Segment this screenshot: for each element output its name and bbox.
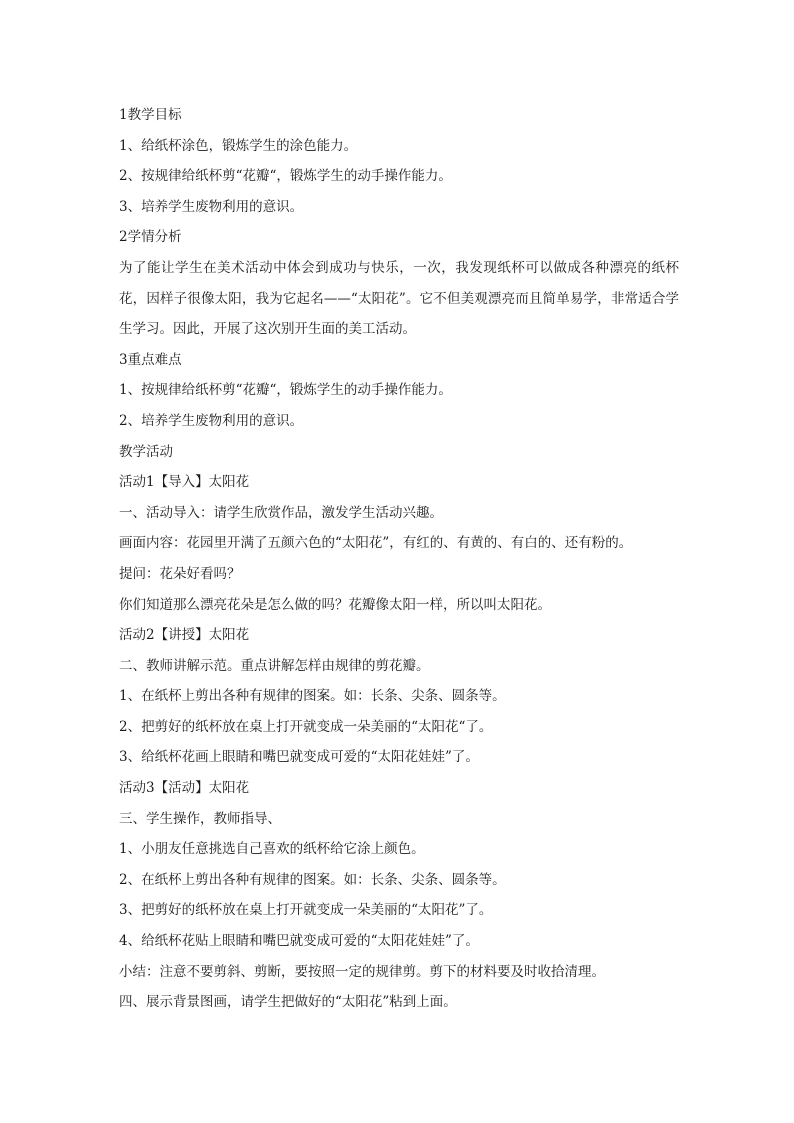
key-point-item-2: 2、培养学生废物利用的意识。: [119, 412, 304, 429]
activity-3-step-1: 1、小朋友任意挑选自己喜欢的纸杯给它涂上颜色。: [119, 841, 425, 858]
activity-3-heading: 活动3【活动】太阳花: [119, 780, 250, 797]
goal-item-1: 1、给纸杯涂色，锻炼学生的涂色能力。: [119, 137, 358, 154]
activity-1-intro: 一、活动导入：请学生欣赏作品，激发学生活动兴趣。: [119, 504, 443, 521]
goal-item-3: 3、培养学生废物利用的意识。: [119, 198, 304, 215]
activity-3-step-2: 2、在纸杯上剪出各种有规律的图案。如：长条、尖条、圆条等。: [119, 871, 506, 888]
activity-2-heading: 活动2【讲授】太阳花: [119, 627, 250, 644]
activity-1-explanation: 你们知道那么漂亮花朵是怎么做的吗？花瓣像太阳一样，所以叫太阳花。: [119, 596, 551, 613]
section-heading-key-points: 3重点难点: [119, 351, 182, 368]
section-heading-teaching-goals: 1教学目标: [119, 107, 182, 123]
section-heading-activities: 教学活动: [119, 443, 173, 460]
activity-2-intro: 二、教师讲解示范。重点讲解怎样由规律的剪花瓣。: [119, 657, 430, 674]
key-point-item-1: 1、按规律给纸杯剪“花瓣“，锻炼学生的动手操作能力。: [119, 382, 452, 399]
activity-1-heading: 活动1【导入】太阳花: [119, 474, 250, 491]
document-page: [119, 100, 679, 1018]
activity-2-step-1: 1、在纸杯上剪出各种有规律的图案。如：长条、尖条、圆条等。: [119, 688, 506, 705]
activity-3-step-3: 3、把剪好的纸杯放在桌上打开就变成一朵美丽的“太阳花”了。: [119, 902, 493, 919]
student-analysis-paragraph: 为了能让学生在美术活动中体会到成功与快乐，一次，我发现纸杯可以做成各种漂亮的纸杯花，因样子很像太阳，我为它起名——“太阳花”。它不但美观漂亮而且简单易学，非常适合学生学习。因此，开展了这次别开生面的美工活动。: [119, 259, 679, 338]
activity-3-summary: 小结：注意不要剪斜、剪断，要按照一定的规律剪。剪下的材料要及时收拾清理。: [119, 963, 605, 980]
activity-1-question: 提问：花朵好看吗？: [119, 565, 241, 582]
activity-3-step-4: 4、给纸杯花贴上眼睛和嘴巴就变成可爱的“太阳花娃娃”了。: [119, 933, 479, 950]
activity-2-step-2: 2、把剪好的纸杯放在桌上打开就变成一朵美丽的“太阳花“了。: [119, 718, 493, 735]
goal-item-2: 2、按规律给纸杯剪“花瓣“，锻炼学生的动手操作能力。: [119, 168, 452, 185]
activity-4-display: 四、展示背景图画，请学生把做好的“太阳花”粘到上面。: [119, 994, 457, 1011]
activity-3-intro: 三、学生操作，教师指导、: [119, 810, 281, 827]
section-heading-student-analysis: 2学情分析: [119, 229, 182, 246]
activity-2-step-3: 3、给纸杯花画上眼睛和嘴巴就变成可爱的“太阳花娃娃”了。: [119, 749, 479, 766]
activity-1-picture-content: 画面内容：花园里开满了五颜六色的“太阳花”，有红的、有黄的、有白的、还有粉的。: [119, 535, 633, 552]
